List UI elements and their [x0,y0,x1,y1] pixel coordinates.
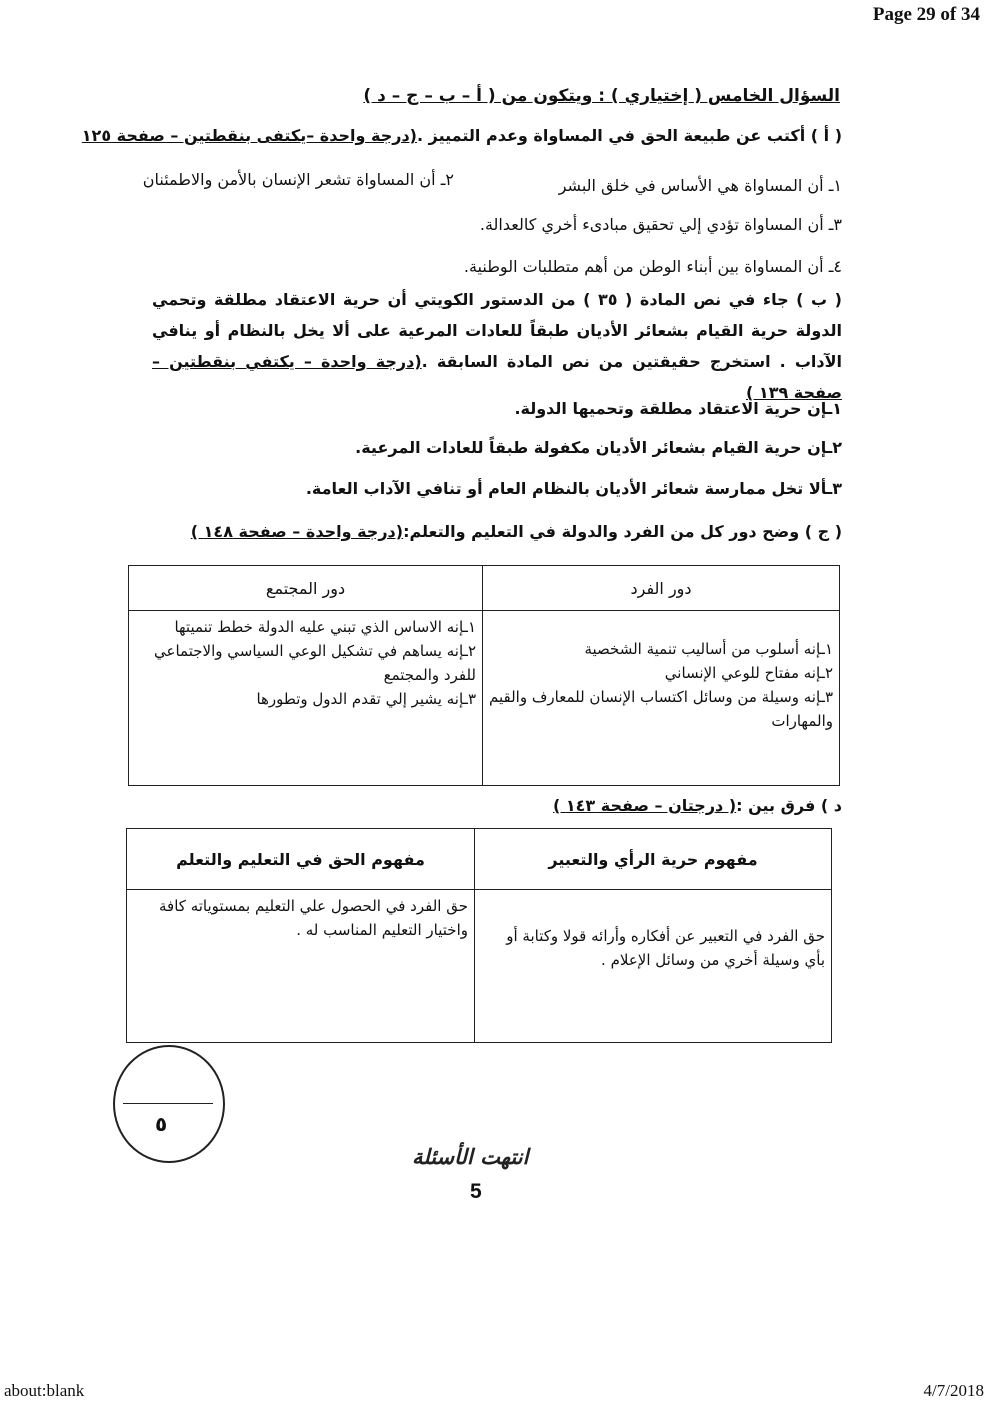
society-role-1: ١ـإنه الاساس الذي تبني عليه الدولة خطط تنميتها [174,618,476,636]
part-d-prompt-line [553,796,842,815]
education-cell [127,890,475,1043]
part-a-answer-2: ٢ـ أن المساواة تشعر الإنسان بالأمن والاطمئنان [142,170,454,189]
grade-circle-value: ٥ [155,1112,168,1136]
part-b-answer-3: ٣ـألا تخل ممارسة شعائر الأديان بالنظام العام أو تنافي الآداب العامة. [305,479,842,498]
education-header: مفهوم الحق في التعليم والتعلم [127,829,475,890]
footer-url: about:blank [4,1381,85,1400]
part-d-grade: ( درجتان – صفحة ١٤٣ ) [552,796,737,815]
part-a-answer-1: ١ـ أن المساواة هي الأساس في خلق البشر [558,176,842,195]
roles-table-header-row [129,566,840,611]
part-b-prompt: ( ب ) جاء في نص المادة ( ٣٥ ) من الدستور الكويتي أن حرية الاعتقاد مطلقة وتحمي الدولة حرية القيام بشعائر الأديان طبقاً للعادات المرعية على ألا يخل بالنظام أو ينافي الآداب . استخرج حقيقتين من نص المادة السابقة . [152,290,842,371]
expression-cell [475,890,832,1043]
society-role-2: ٢ـإنه يساهم في تشكيل الوعي السياسي والاجتماعي للفرد والمجتمع [154,642,476,684]
society-role-header: دور المجتمع [129,566,483,611]
society-role-3: ٣ـإنه يشير إلي تقدم الدول وتطورها [256,690,476,708]
individual-role-header: دور الفرد [483,566,840,611]
part-b-answer-1: ١ـإن حرية الاعتقاد مطلقة وتحميها الدولة. [514,399,842,418]
individual-role-2: ٢ـإنه مفتاح للوعي الإنساني [664,664,833,682]
part-b-answer-2: ٢ـإن حرية القيام بشعائر الأديان مكفولة طبقاً للعادات المرعية. [355,438,842,457]
roles-table-row [129,611,840,786]
part-c-grade: (درجة واحدة – صفحة ١٤٨ ) [190,522,404,541]
comparison-table-header-row [127,829,832,890]
part-a-answer-3: ٣ـ أن المساواة تؤدي إلي تحقيق مبادىء أخري كالعدالة. [479,215,842,234]
roles-table [128,565,840,786]
part-a-grade: (درجة واحدة –يكتفى بنقطتين – صفحة ١٢٥ [81,126,417,145]
part-a-prompt: ( أ ) أكتب عن طبيعة الحق في المساواة وعدم التمييز . [416,126,842,145]
expression-text: حق الفرد في التعبير عن أفكاره وأرائه قولا وكتابة أو بأي وسيلة أخري من وسائل الإعلام . [506,927,825,969]
question-title: السؤال الخامس ( إختياري ) : ويتكون من ( أ – ب – ج – د ) [363,86,840,106]
education-text: حق الفرد في الحصول علي التعليم بمستوياته كافة واختيار التعليم المناسب له . [159,897,468,939]
grade-circle [113,1045,225,1163]
part-d-prompt: د ) فرق بين : [736,796,842,815]
part-a-prompt-line [82,126,842,145]
individual-role-cell [483,611,840,786]
part-b-grade: (درجة واحدة – يكتفي بنقطتين – صفحة ١٣٩ ) [152,352,842,402]
individual-role-3: ٣ـإنه وسيلة من وسائل اكتساب الإنسان للمعارف والقيم والمهارات [489,688,833,730]
grade-circle-divider [123,1103,213,1104]
expression-header: مفهوم حرية الرأي والتعبير [475,829,832,890]
end-of-questions: انتهت الأسئلة [412,1145,529,1169]
part-c-prompt: ( ج ) وضح دور كل من الفرد والدولة في التعليم والتعلم: [403,522,842,541]
page-number: 5 [470,1180,482,1203]
comparison-table-row [127,890,832,1043]
part-b-prompt-block [152,284,842,408]
part-c-prompt-line [191,522,842,541]
page-header: Page 29 of 34 [872,4,980,25]
individual-role-list [489,615,833,733]
individual-role-1: ١ـإنه أسلوب من أساليب تنمية الشخصية [584,640,833,658]
part-a-answer-4: ٤ـ أن المساواة بين أبناء الوطن من أهم متطلبات الوطنية. [463,257,842,276]
society-role-cell [129,611,483,786]
footer-date: 4/7/2018 [923,1381,984,1400]
comparison-table [126,828,832,1043]
